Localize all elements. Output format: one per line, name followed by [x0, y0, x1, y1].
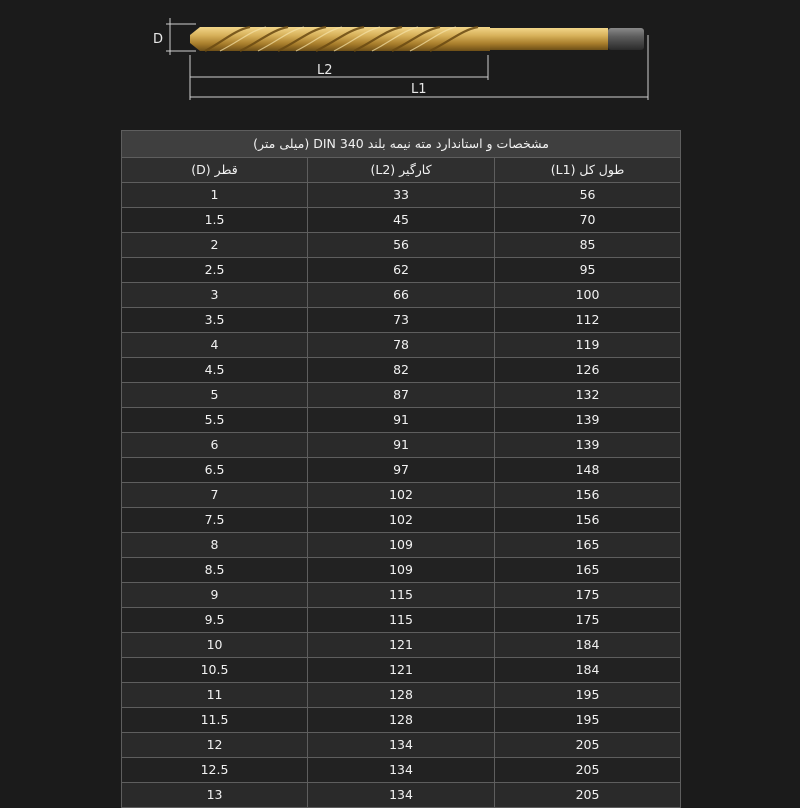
cell-total-length: 175 — [495, 608, 681, 633]
table-row — [122, 583, 681, 608]
cell-total-length: 148 — [495, 458, 681, 483]
cell-working-length: 134 — [308, 733, 495, 758]
cell-total-length: 139 — [495, 408, 681, 433]
cell-working-length: 134 — [308, 758, 495, 783]
cell-diameter: 2.5 — [122, 258, 308, 283]
cell-total-length: 195 — [495, 708, 681, 733]
cell-total-length: 175 — [495, 583, 681, 608]
table-row — [122, 658, 681, 683]
label-l1: L1 — [411, 82, 427, 97]
table-row — [122, 783, 681, 808]
cell-working-length: 91 — [308, 433, 495, 458]
cell-total-length: 156 — [495, 508, 681, 533]
cell-working-length: 128 — [308, 708, 495, 733]
cell-working-length: 102 — [308, 483, 495, 508]
cell-diameter: 9.5 — [122, 608, 308, 633]
cell-total-length: 165 — [495, 533, 681, 558]
cell-total-length: 165 — [495, 558, 681, 583]
spec-table — [121, 130, 681, 808]
header-total-length: طول کل (L1) — [495, 158, 681, 183]
cell-diameter: 1.5 — [122, 208, 308, 233]
label-l2: L2 — [317, 63, 333, 78]
cell-working-length: 102 — [308, 508, 495, 533]
cell-working-length: 128 — [308, 683, 495, 708]
table-row — [122, 333, 681, 358]
drill-bit-diagram — [0, 0, 800, 130]
cell-total-length: 85 — [495, 233, 681, 258]
cell-diameter: 12 — [122, 733, 308, 758]
cell-working-length: 45 — [308, 208, 495, 233]
cell-working-length: 62 — [308, 258, 495, 283]
cell-diameter: 13 — [122, 783, 308, 808]
cell-diameter: 5.5 — [122, 408, 308, 433]
cell-total-length: 205 — [495, 783, 681, 808]
cell-diameter: 6.5 — [122, 458, 308, 483]
cell-diameter: 8.5 — [122, 558, 308, 583]
table-row — [122, 183, 681, 208]
cell-diameter: 12.5 — [122, 758, 308, 783]
table-row — [122, 208, 681, 233]
cell-diameter: 5 — [122, 383, 308, 408]
header-working-length: کارگیر (L2) — [308, 158, 495, 183]
drill-bit — [190, 27, 644, 51]
cell-working-length: 56 — [308, 233, 495, 258]
cell-working-length: 121 — [308, 633, 495, 658]
cell-total-length: 195 — [495, 683, 681, 708]
table-row — [122, 408, 681, 433]
cell-working-length: 91 — [308, 408, 495, 433]
label-d: D — [153, 32, 164, 47]
cell-diameter: 4 — [122, 333, 308, 358]
cell-total-length: 95 — [495, 258, 681, 283]
table-title: مشخصات و استاندارد مته نیمه بلند DIN 340 (میلی متر) — [122, 131, 681, 158]
cell-diameter: 3.5 — [122, 308, 308, 333]
table-row — [122, 608, 681, 633]
cell-total-length: 70 — [495, 208, 681, 233]
table-row — [122, 633, 681, 658]
cell-diameter: 10 — [122, 633, 308, 658]
cell-working-length: 109 — [308, 558, 495, 583]
cell-working-length: 109 — [308, 533, 495, 558]
cell-working-length: 82 — [308, 358, 495, 383]
table-row — [122, 683, 681, 708]
table-row — [122, 533, 681, 558]
cell-working-length: 97 — [308, 458, 495, 483]
cell-diameter: 7 — [122, 483, 308, 508]
table-row — [122, 708, 681, 733]
l2-dimension — [190, 55, 488, 100]
cell-diameter: 3 — [122, 283, 308, 308]
cell-working-length: 121 — [308, 658, 495, 683]
cell-total-length: 100 — [495, 283, 681, 308]
cell-total-length: 184 — [495, 658, 681, 683]
table-row — [122, 358, 681, 383]
cell-working-length: 87 — [308, 383, 495, 408]
cell-total-length: 119 — [495, 333, 681, 358]
table-row — [122, 508, 681, 533]
cell-total-length: 139 — [495, 433, 681, 458]
cell-working-length: 115 — [308, 583, 495, 608]
table-row — [122, 433, 681, 458]
cell-diameter: 11.5 — [122, 708, 308, 733]
table-row — [122, 483, 681, 508]
cell-total-length: 112 — [495, 308, 681, 333]
cell-total-length: 205 — [495, 758, 681, 783]
table-row — [122, 733, 681, 758]
cell-total-length: 132 — [495, 383, 681, 408]
cell-diameter: 8 — [122, 533, 308, 558]
cell-diameter: 11 — [122, 683, 308, 708]
table-row — [122, 283, 681, 308]
table-row — [122, 458, 681, 483]
table-row — [122, 308, 681, 333]
header-diameter: قطر (D) — [122, 158, 308, 183]
cell-diameter: 9 — [122, 583, 308, 608]
cell-working-length: 115 — [308, 608, 495, 633]
cell-diameter: 6 — [122, 433, 308, 458]
cell-diameter: 2 — [122, 233, 308, 258]
cell-total-length: 184 — [495, 633, 681, 658]
cell-total-length: 126 — [495, 358, 681, 383]
cell-total-length: 205 — [495, 733, 681, 758]
table-row — [122, 258, 681, 283]
cell-working-length: 134 — [308, 783, 495, 808]
cell-diameter: 1 — [122, 183, 308, 208]
table-row — [122, 383, 681, 408]
table-body — [122, 183, 681, 808]
diameter-dimension — [153, 18, 196, 55]
cell-total-length: 156 — [495, 483, 681, 508]
cell-working-length: 33 — [308, 183, 495, 208]
cell-diameter: 4.5 — [122, 358, 308, 383]
cell-total-length: 56 — [495, 183, 681, 208]
cell-diameter: 7.5 — [122, 508, 308, 533]
table-row — [122, 558, 681, 583]
table-row — [122, 233, 681, 258]
cell-working-length: 73 — [308, 308, 495, 333]
table-row — [122, 758, 681, 783]
cell-working-length: 66 — [308, 283, 495, 308]
cell-working-length: 78 — [308, 333, 495, 358]
cell-diameter: 10.5 — [122, 658, 308, 683]
